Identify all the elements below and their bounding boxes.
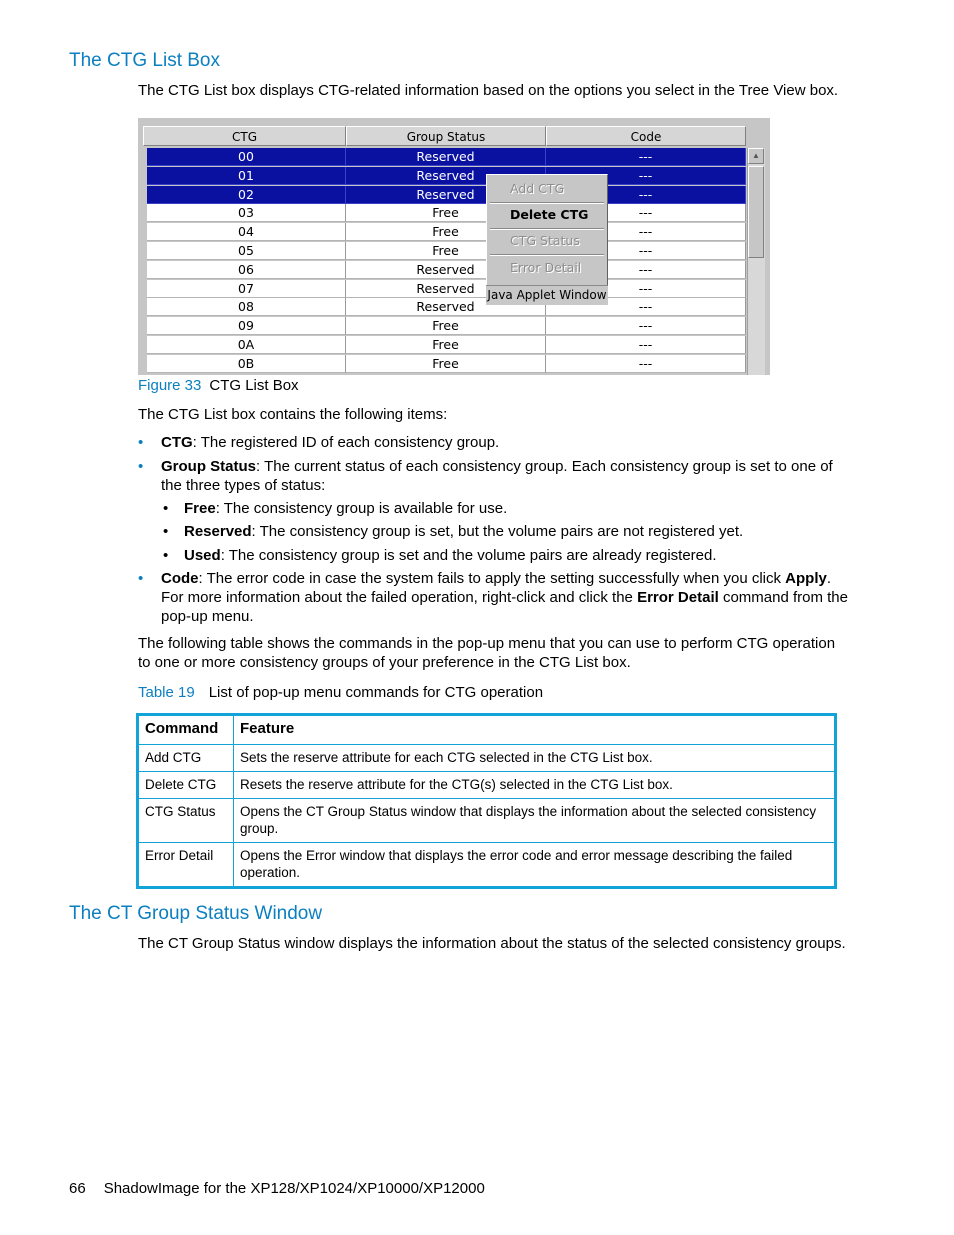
list-item-used	[163, 546, 844, 565]
desc-reserved: : The consistency group is set, but the volume pairs are not registered yet.	[251, 523, 744, 540]
scroll-up-arrow-icon[interactable]: ▲	[748, 148, 764, 164]
menu-item-ctg-status[interactable]: CTG Status	[510, 233, 580, 248]
ctg-cell: 09	[147, 317, 346, 335]
table-caption-text: List of pop-up menu commands for CTG operation	[208, 684, 544, 701]
header-command: Command	[138, 715, 234, 745]
ctg-list-row[interactable]	[147, 186, 746, 204]
list-item-group-status	[138, 457, 851, 495]
ctg-cell: 07	[147, 280, 346, 298]
ctg-list-row[interactable]	[147, 223, 746, 241]
context-menu	[486, 174, 608, 304]
ctg-list-row[interactable]	[147, 261, 746, 279]
column-header-group-status[interactable]: Group Status	[346, 126, 546, 146]
table-row	[138, 843, 836, 888]
term-apply: Apply	[785, 570, 827, 587]
ctg-list-row[interactable]	[147, 167, 746, 185]
term-used: Used	[184, 547, 221, 564]
figure-caption-text: CTG List Box	[209, 377, 299, 394]
cell-command: Delete CTG	[138, 772, 234, 799]
code-cell: ---	[546, 148, 746, 166]
group-status-cell: Reserved	[346, 148, 546, 166]
cell-command: Add CTG	[138, 745, 234, 772]
code-cell: ---	[546, 355, 746, 373]
term-free: Free	[184, 500, 216, 517]
list-item-free	[163, 499, 844, 518]
ctg-list-row[interactable]	[147, 148, 746, 166]
column-header-code[interactable]: Code	[546, 126, 746, 146]
term-reserved: Reserved	[184, 523, 252, 540]
desc-ctg: : The registered ID of each consistency group.	[192, 434, 500, 451]
ctg-cell: 0B	[147, 355, 346, 373]
commands-table	[136, 713, 837, 889]
table-row	[138, 772, 836, 799]
ctg-list-row[interactable]	[147, 298, 746, 316]
table-header-row	[138, 715, 836, 745]
header-feature: Feature	[234, 715, 836, 745]
column-header-ctg[interactable]: CTG	[143, 126, 346, 146]
list-item-code	[138, 569, 851, 626]
group-status-cell: Free	[346, 317, 546, 335]
ctg-list-row[interactable]	[147, 204, 746, 222]
section-intro: The CTG List box displays CTG-related information based on the options you select in the Tree View box.	[138, 82, 839, 99]
page-number: 66	[69, 1180, 86, 1197]
ctg-cell: 01	[147, 167, 346, 185]
group-status-cell: Free	[346, 355, 546, 373]
section2-intro: The CT Group Status window displays the information about the status of the selected consistency groups.	[138, 935, 846, 952]
group-status-cell: Reserved	[346, 167, 546, 185]
bullet-icon: •	[138, 458, 144, 475]
ctg-cell: 08	[147, 298, 346, 316]
code-cell: ---	[546, 223, 746, 241]
ctg-cell: 02	[147, 186, 346, 204]
bullet-icon: •	[138, 570, 144, 587]
figure-caption	[138, 377, 299, 394]
java-applet-window-label: Java Applet Window	[486, 285, 608, 305]
ctg-list-row[interactable]	[147, 355, 746, 373]
cell-command: CTG Status	[138, 799, 234, 843]
group-status-cell: Reserved	[346, 186, 546, 204]
code-cell: ---	[546, 242, 746, 260]
vertical-scrollbar[interactable]	[747, 148, 765, 375]
desc-free: : The consistency group is available for use.	[215, 500, 508, 517]
code-cell: ---	[546, 204, 746, 222]
figure-label: Figure 33	[138, 377, 202, 394]
document-title: ShadowImage for the XP128/XP1024/XP10000/XP12000	[103, 1180, 485, 1197]
items-intro: The CTG List box contains the following items:	[138, 406, 448, 423]
ctg-list-row[interactable]	[147, 336, 746, 354]
term-ctg: CTG	[161, 434, 193, 451]
ctg-list-row[interactable]	[147, 317, 746, 335]
group-status-cell: Free	[346, 242, 546, 260]
group-status-cell: Free	[346, 204, 546, 222]
cell-feature: Sets the reserve attribute for each CTG selected in the CTG List box.	[234, 745, 836, 772]
code-cell: ---	[546, 317, 746, 335]
term-error-detail: Error Detail	[637, 589, 719, 606]
code-cell: ---	[546, 261, 746, 279]
group-status-cell: Reserved	[346, 261, 546, 279]
desc-code-1: : The error code in case the system fails to apply the setting successfully when you click	[198, 570, 786, 587]
list-item-ctg	[138, 433, 851, 452]
menu-item-error-detail[interactable]: Error Detail	[510, 260, 582, 275]
code-cell: ---	[546, 336, 746, 354]
ctg-list-row[interactable]	[147, 280, 746, 298]
section-title-ctg-list-box: The CTG List Box	[69, 50, 220, 71]
group-status-cell: Free	[346, 223, 546, 241]
term-code: Code	[161, 570, 199, 587]
ctg-cell: 04	[147, 223, 346, 241]
code-cell: ---	[546, 186, 746, 204]
list-item-reserved	[163, 522, 844, 541]
group-status-cell: Free	[346, 336, 546, 354]
group-status-cell: Reserved	[346, 280, 546, 298]
cell-feature: Opens the CT Group Status window that displays the information about the selected consistency group.	[234, 799, 836, 843]
cell-feature: Resets the reserve attribute for the CTG(s) selected in the CTG List box.	[234, 772, 836, 799]
group-status-cell: Reserved	[346, 298, 546, 316]
table-row	[138, 745, 836, 772]
bullet-icon: •	[163, 523, 169, 540]
menu-item-add-ctg[interactable]: Add CTG	[510, 181, 565, 196]
ctg-cell: 03	[147, 204, 346, 222]
ctg-list-row[interactable]	[147, 242, 746, 260]
desc-group-status: : The current status of each consistency group. Each consistency group is set to one of the three types of status:	[161, 458, 833, 494]
menu-item-delete-ctg[interactable]: Delete CTG	[510, 207, 589, 222]
table-label: Table 19	[138, 684, 195, 701]
ctg-cell: 00	[147, 148, 346, 166]
table-row	[138, 799, 836, 843]
page-footer	[69, 1180, 485, 1197]
code-cell: ---	[546, 298, 746, 316]
desc-code-3: command from the pop-up menu.	[161, 589, 848, 625]
ctg-cell: 06	[147, 261, 346, 279]
bullet-icon: •	[138, 434, 144, 451]
cell-command: Error Detail	[138, 843, 234, 888]
scrollbar-thumb[interactable]	[748, 166, 764, 258]
bullet-icon: •	[163, 547, 169, 564]
bullet-icon: •	[163, 500, 169, 517]
term-group-status: Group Status	[161, 458, 257, 475]
code-cell: ---	[546, 280, 746, 298]
ctg-list-box-screenshot	[138, 118, 770, 375]
desc-used: : The consistency group is set and the volume pairs are already registered.	[220, 547, 717, 564]
section-title-ct-group-status-window: The CT Group Status Window	[69, 903, 323, 924]
table-intro: The following table shows the commands in the pop-up menu that you can use to perform CTG operation to one or more consistency groups of your preference in the CTG List box.	[138, 635, 836, 671]
code-cell: ---	[546, 167, 746, 185]
cell-feature: Opens the Error window that displays the error code and error message describing the failed operation.	[234, 843, 836, 888]
ctg-cell: 05	[147, 242, 346, 260]
ctg-cell: 0A	[147, 336, 346, 354]
desc-code-2: . For more information about the failed operation, right-click and click the	[161, 570, 832, 606]
table-caption	[138, 684, 543, 701]
